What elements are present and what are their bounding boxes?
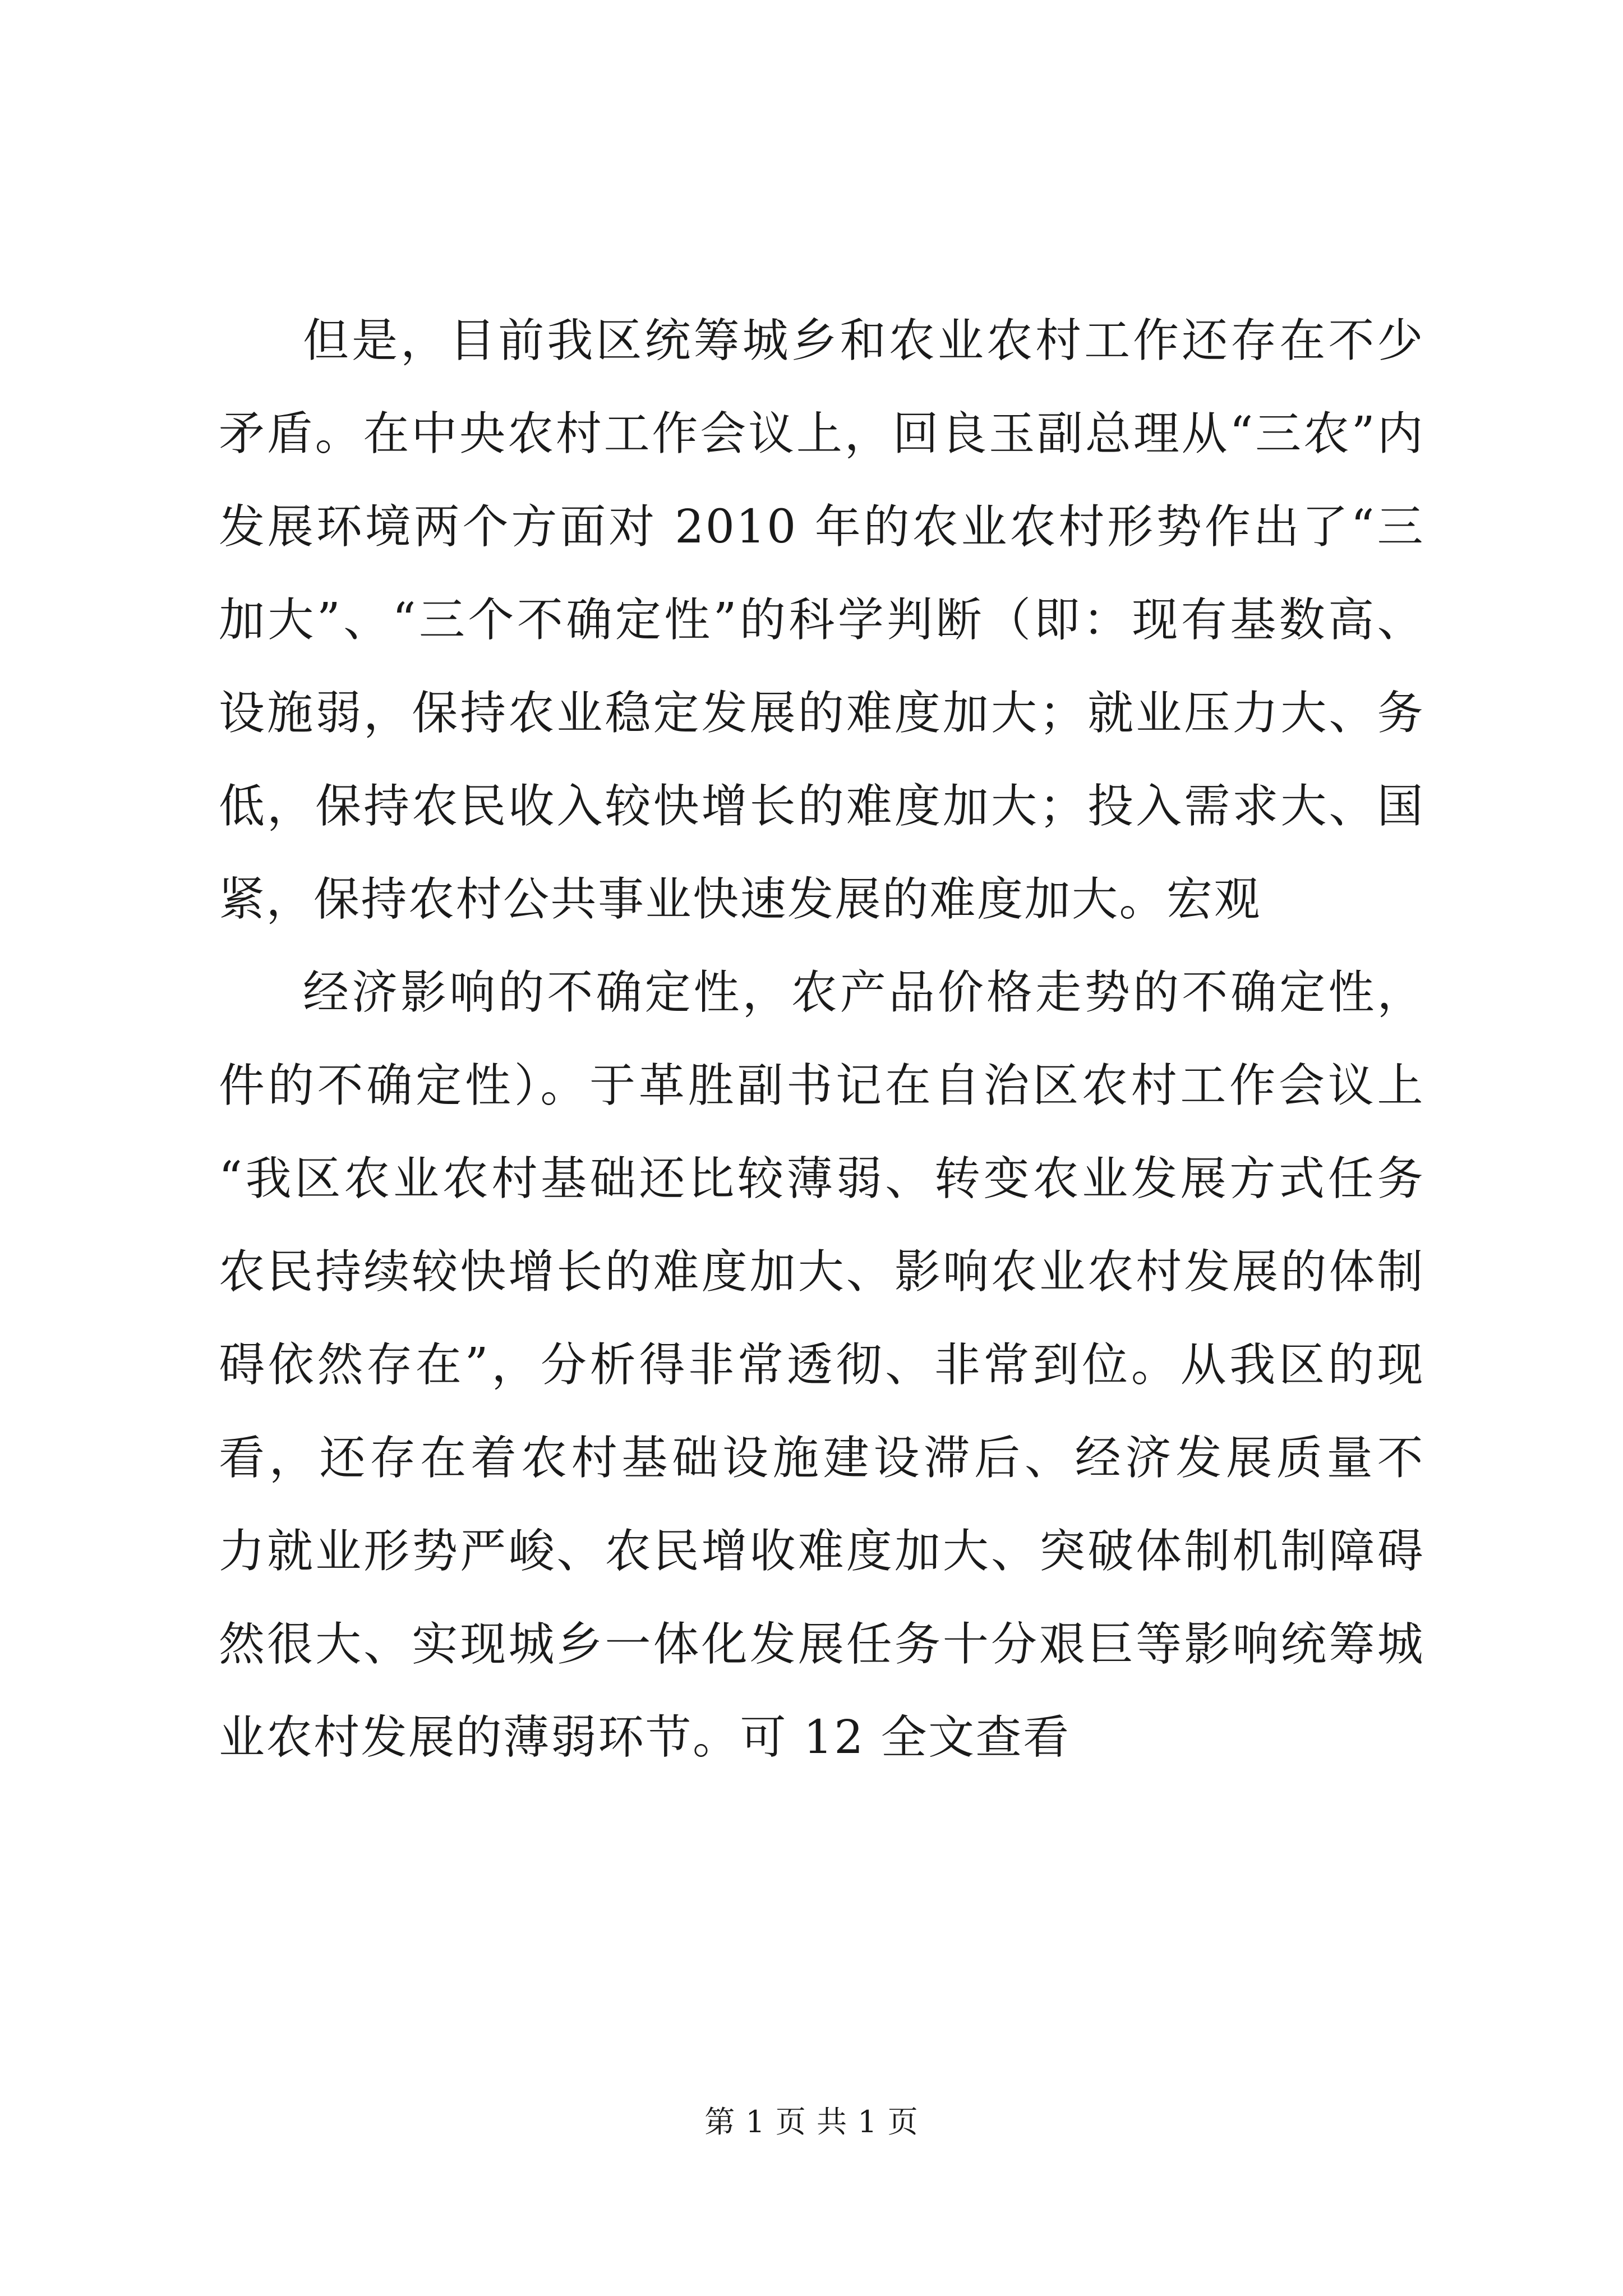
text-line: 农民持续较快增长的难度加大、影响农业农村发展的体制 bbox=[219, 1245, 1424, 1299]
text-line: 然很大、实现城乡一体化发展任务十分艰巨等影响统筹城 bbox=[219, 1618, 1424, 1671]
text-line: 紧，保持农村公共事业快速发展的难度加大。宏观 bbox=[219, 873, 1262, 926]
text-line: 看，还存在着农村基础设施建设滞后、经济发展质量不 bbox=[219, 1432, 1424, 1485]
text-line: 加大”、“三个不确定性”的科学判断（即：现有基数高、 bbox=[219, 593, 1424, 647]
text-line: 力就业形势严峻、农民增收难度加大、突破体制机制障碍 bbox=[219, 1525, 1424, 1578]
text-line: 件的不确定性）。于革胜副书记在自治区农村工作会议上 bbox=[219, 1059, 1424, 1112]
text-line: 经济影响的不确定性，农产品价格走势的不确定性， bbox=[303, 966, 1424, 1019]
text-line: 设施弱，保持农业稳定发展的难度加大；就业压力大、务 bbox=[219, 687, 1424, 740]
page-number-footer: 第 1 页 共 1 页 bbox=[704, 2104, 919, 2139]
text-line: 但是，目前我区统筹城乡和农业农村工作还存在不少 bbox=[303, 314, 1424, 367]
text-line: 业农村发展的薄弱环节。可 12 全文查看 bbox=[219, 1711, 1071, 1764]
text-line: 碍依然存在”，分析得非常透彻、非常到位。从我区的现 bbox=[219, 1338, 1424, 1392]
text-line: 发展环境两个方面对 2010 年的农业农村形势作出了“三 bbox=[219, 500, 1424, 554]
text-line: 矛盾。在中央农村工作会议上，回良玉副总理从“三农”内 bbox=[219, 407, 1424, 461]
body-text bbox=[219, 295, 1424, 1784]
text-line: 低，保持农民收入较快增长的难度加大；投入需求大、国 bbox=[219, 780, 1424, 833]
text-line: “我区农业农村基础还比较薄弱、转变农业发展方式任务 bbox=[219, 1152, 1424, 1205]
